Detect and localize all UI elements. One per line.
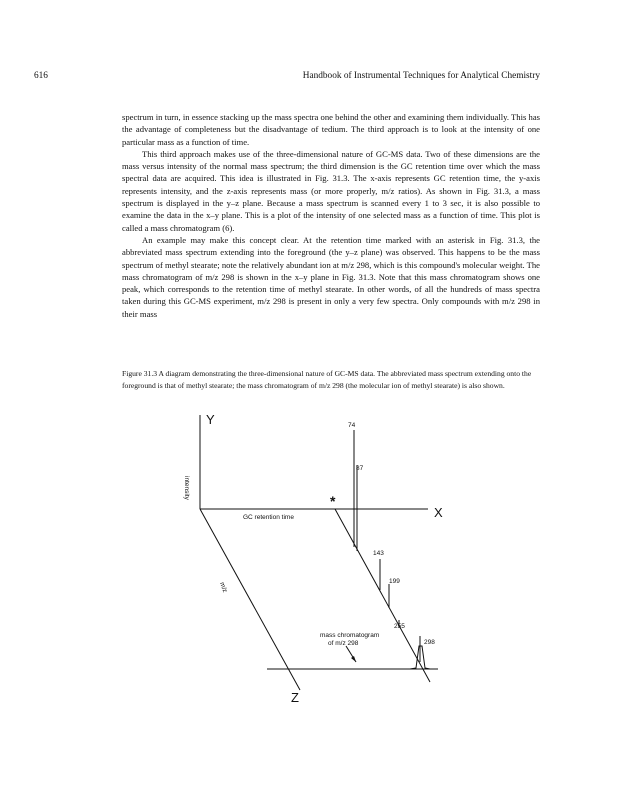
peak-label-87: 87 — [356, 465, 364, 472]
annotation-line-1: mass chromatogram — [320, 632, 380, 639]
intensity-label: intensity — [183, 476, 190, 500]
page-number: 616 — [34, 71, 48, 81]
peak-label-255: 255 — [394, 623, 405, 630]
page-header — [34, 71, 540, 81]
spectrum-baseline — [335, 509, 430, 682]
annotation-line-2: of m/z 298 — [328, 640, 359, 647]
figure-31-3 — [160, 410, 480, 710]
z-axis-label: Z — [291, 690, 299, 705]
mz-axis-label: m/z — [218, 581, 229, 594]
peak-label-143: 143 — [373, 550, 384, 557]
paragraph-3: An example may make this concept clear. At the retention time marked with an asterisk in Fig. 31.3, the abbreviated mass spectrum extending into the foreground (the y–z plane) was observed. This happens to be the mass spectrum of methyl stearate; note the relatively abundant ion at m/z 298, which is this compound's molecular weight. The mass chromatogram of m/z 298 is shown in the x–y plane in Fig. 31.3. Note that this mass chromatogram shows one peak, which corresponds to the retention time of methyl stearate. In other words, of all the hundreds of mass spectra taken during this GC-MS experiment, m/z 298 is present in only a very few spectra. Only compounds with m/z 298 in their mass — [122, 234, 540, 319]
x-axis-label: X — [434, 505, 443, 520]
peak-label-74: 74 — [348, 422, 356, 429]
body-text — [122, 111, 540, 320]
paragraph-1: spectrum in turn, in essence stacking up the mass spectra one behind the other and examining them individually. This has the advantage of completeness but the disadvantage of tedium. The third approach is to look at the intensity of one particular mass as a function of time. — [122, 112, 540, 147]
asterisk-marker: * — [330, 493, 336, 509]
z-axis-line — [200, 509, 300, 690]
y-axis-label: Y — [206, 412, 215, 427]
three-d-diagram — [160, 410, 480, 710]
annotation-arrowhead — [351, 656, 356, 662]
retention-time-label: GC retention time — [243, 514, 294, 521]
running-title: Handbook of Instrumental Techniques for Analytical Chemistry — [302, 71, 540, 81]
peak-label-298: 298 — [424, 639, 435, 646]
figure-caption: Figure 31.3 A diagram demonstrating the three-dimensional nature of GC-MS data. The abbreviated mass spectrum extending onto the foreground is that of methyl stearate; the mass chromatogram of m/z 298 (the molecular ion of methyl stearate) is also shown. — [122, 369, 532, 390]
paragraph-2: This third approach makes use of the three-dimensional nature of GC-MS data. Two of these dimensions are the mass versus intensity of the normal mass spectrum; the third dimension is the GC retention time over which the mass spectral data are acquired. This idea is illustrated in Fig. 31.3. The x-axis represents GC retention time, the y-axis represents intensity, and the z-axis represents mass (or more properly, m/z ratios). As shown in Fig. 31.3, a mass spectrum is displayed in the y–z plane. Because a mass spectrum is scanned every 1 to 3 sec, it is also possible to examine the data in the x–y plane. This is a plot of the intensity of one selected mass as a function of time. This plot is called a mass chromatogram (6). — [122, 148, 540, 233]
peak-label-199: 199 — [389, 578, 400, 585]
